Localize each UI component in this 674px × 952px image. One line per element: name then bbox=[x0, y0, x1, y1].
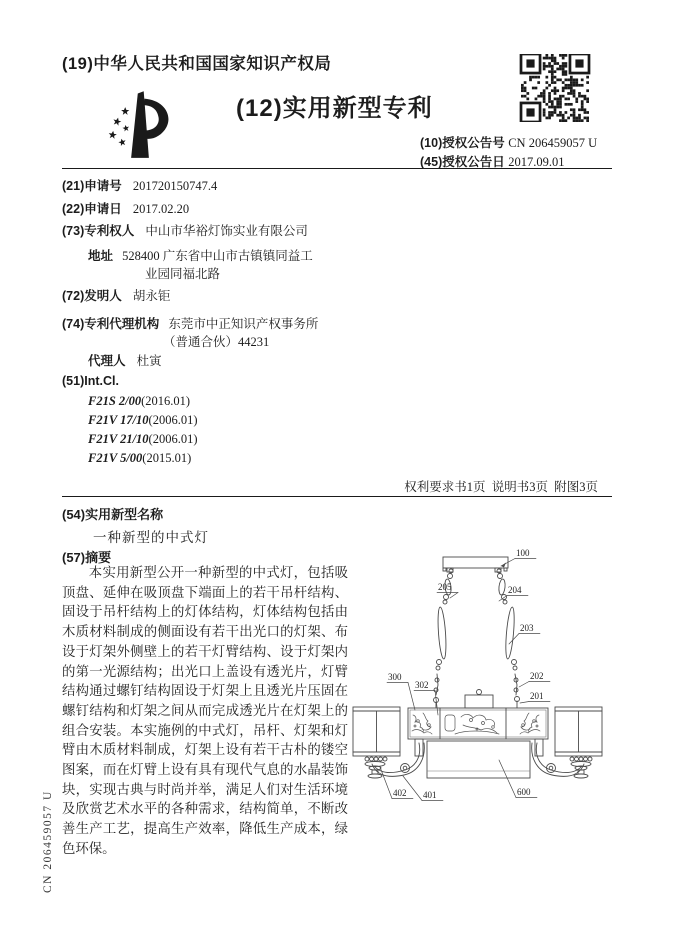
ceiling-plate bbox=[443, 557, 508, 568]
ipc-code: F21S 2/00 bbox=[88, 394, 142, 408]
qr-code-icon bbox=[519, 54, 591, 122]
ipc-version: (2006.01) bbox=[148, 413, 198, 427]
publication-number-row bbox=[420, 133, 597, 151]
patentee-address-row bbox=[88, 246, 313, 264]
title-section-label: (54)实用新型名称 bbox=[62, 507, 164, 522]
patentee-address-line2: 业园同福北路 bbox=[145, 267, 221, 281]
carving-left-panel bbox=[412, 713, 432, 734]
ref-201: 201 bbox=[530, 691, 544, 701]
agent-row bbox=[88, 351, 162, 369]
abstract-section-label: (57)摘要 bbox=[62, 550, 112, 565]
application-number-value: 201720150747.4 bbox=[132, 179, 218, 193]
logo-stars bbox=[108, 107, 130, 146]
top-box bbox=[465, 695, 493, 708]
ipc-row bbox=[88, 394, 190, 409]
agency-value: 东莞市中正知识产权事务所 bbox=[168, 317, 319, 331]
filing-date-row bbox=[62, 199, 189, 217]
figure-reference-numerals bbox=[388, 548, 544, 800]
ref-100: 100 bbox=[516, 548, 530, 558]
ref-202: 202 bbox=[530, 671, 544, 681]
ipc-code: F21V 21/10 bbox=[88, 432, 149, 446]
ref-300: 300 bbox=[388, 672, 402, 682]
ipc-version: (2015.01) bbox=[142, 451, 192, 465]
document-type-title: (12)实用新型专利 bbox=[236, 95, 433, 122]
filing-date-label: (22)申请日 bbox=[62, 202, 122, 216]
patentee-value: 中山市华裕灯饰实业有限公司 bbox=[145, 224, 308, 238]
ref-205: 205 bbox=[438, 582, 452, 592]
side-document-code: CN 206459057 U bbox=[42, 790, 54, 893]
inventor-row bbox=[62, 286, 170, 304]
arrowhead bbox=[501, 563, 506, 568]
publication-date-value: 2017.09.01 bbox=[508, 155, 565, 169]
int-cl-label: (51)Int.Cl. bbox=[62, 374, 119, 388]
ref-203: 203 bbox=[520, 623, 534, 633]
carving-right-panel bbox=[520, 713, 540, 734]
ref-600: 600 bbox=[517, 787, 531, 797]
application-number-label: (21)申请号 bbox=[62, 179, 122, 193]
ipc-version: (2016.01) bbox=[141, 394, 191, 408]
ipc-section-label bbox=[62, 374, 119, 389]
ipc-code: F21V 17/10 bbox=[88, 413, 149, 427]
patentee-row bbox=[62, 221, 308, 239]
application-number-row bbox=[62, 176, 217, 194]
agent-label: 代理人 bbox=[88, 354, 126, 368]
pages-count-line: 权利要求书1页 说明书3页 附图3页 bbox=[404, 480, 598, 494]
ipc-row bbox=[88, 432, 198, 447]
agency-row bbox=[62, 314, 318, 332]
left-lampshade bbox=[353, 707, 400, 756]
ipc-row bbox=[88, 451, 191, 466]
ipc-version: (2006.01) bbox=[148, 432, 198, 446]
ref-401: 401 bbox=[423, 790, 437, 800]
publication-number-value: CN 206459057 U bbox=[508, 136, 598, 150]
inventor-value: 胡永钜 bbox=[132, 289, 171, 303]
ref-402: 402 bbox=[393, 788, 407, 798]
address-label: 地址 bbox=[88, 249, 114, 263]
issuing-office: (19)中华人民共和国国家知识产权局 bbox=[62, 55, 332, 73]
agency-label: (74)专利代理机构 bbox=[62, 317, 160, 331]
address-line1: 528400 广东省中山市古镇镇同益工 bbox=[122, 249, 313, 263]
ref-204: 204 bbox=[508, 585, 522, 595]
patent-figure-lamp-drawing bbox=[343, 545, 665, 835]
abstract-text: 本实用新型公开一种新型的中式灯，包括吸顶盘、延伸在吸顶盘下端面上的若干吊杆结构、固设于吊杆结构上的灯体结构，灯体结构包括由木质材料制成的侧面设有若干出光口的灯架、布设于灯架外侧壁上的若干灯臂结构、设于灯架内的第一光源结构；出光口上盖设有透光片，灯臂结构通过螺钉结构固设于灯架上且透光片压固在螺钉结构和灯架之间从而完成透光片在灯架上的组合安装。本实施例的中式灯，吊杆、灯架和灯臂由木质材料制成，灯架上设有若干古朴的镂空图案，而在灯臂上设有具有现代气息的水晶装饰块，实现古典与时尚并举，满足人们对生活环境及欣赏艺术水平的各种需求，结构简单，不断改善生产工艺，提高生产效率，降低生产成本，绿色环保。 bbox=[62, 565, 348, 856]
right-lampshade bbox=[555, 707, 602, 756]
left-lamp-arm bbox=[372, 743, 424, 776]
header-divider bbox=[62, 168, 612, 169]
cnipa-logo-icon bbox=[103, 86, 177, 166]
ref-302: 302 bbox=[415, 680, 429, 690]
lower-shade-box bbox=[427, 741, 530, 778]
publication-date-label: (45)授权公告日 bbox=[420, 155, 505, 169]
section-divider bbox=[62, 496, 612, 497]
agency-value-line2: （普通合伙）44231 bbox=[163, 335, 270, 349]
leader-lines bbox=[380, 559, 550, 801]
invention-title: 一种新型的中式灯 bbox=[93, 530, 209, 545]
carving-middle-panel bbox=[445, 714, 499, 734]
agent-value: 杜寅 bbox=[136, 354, 162, 368]
publication-number-label: (10)授权公告号 bbox=[420, 136, 505, 150]
inventor-label: (72)发明人 bbox=[62, 289, 122, 303]
filing-date-value: 2017.02.20 bbox=[132, 202, 190, 216]
ipc-row bbox=[88, 413, 198, 428]
patentee-label: (73)专利权人 bbox=[62, 224, 135, 238]
ipc-code: F21V 5/00 bbox=[88, 451, 143, 465]
right-lamp-arm bbox=[532, 743, 584, 776]
